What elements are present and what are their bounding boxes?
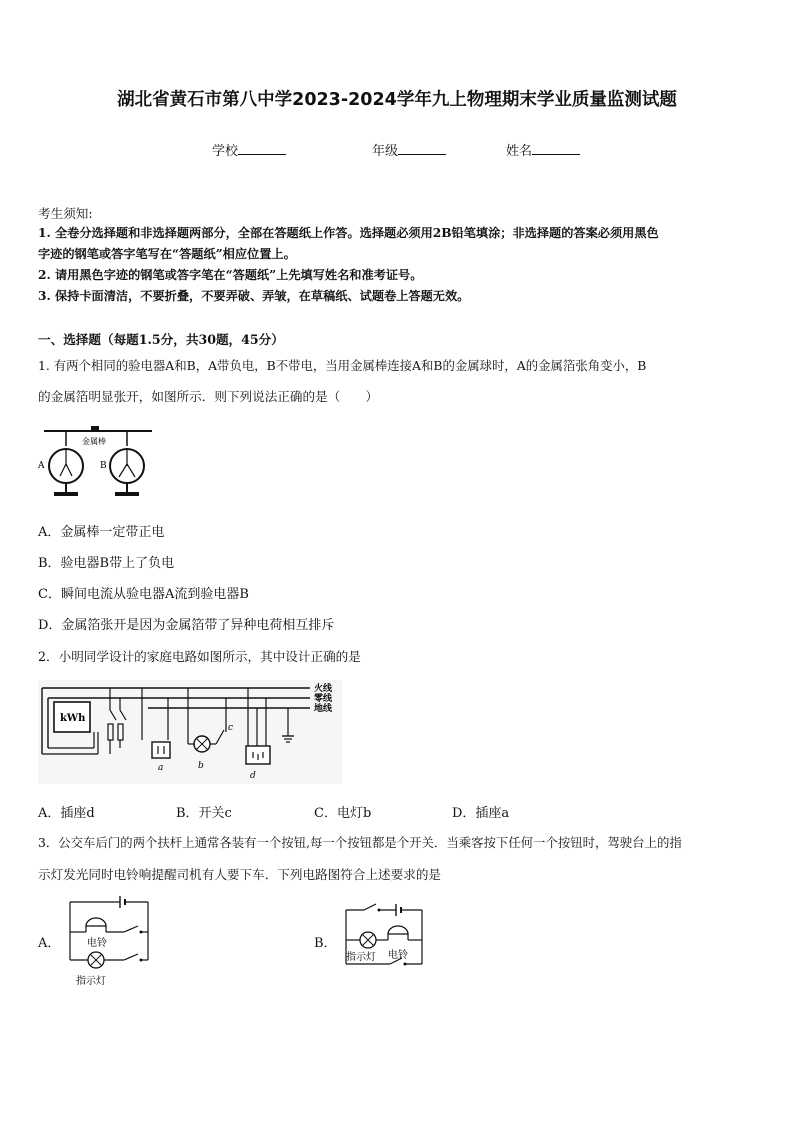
q2-option-c[interactable]: C．电灯b (314, 806, 372, 821)
name-field[interactable] (506, 140, 580, 159)
bell-icon (388, 926, 408, 934)
lamp-label: 指示灯 (346, 952, 376, 963)
q2-option-b[interactable]: B．开关c (176, 806, 232, 821)
notice-item-1-line-1: 1. 全卷分选择题和非选择题两部分，全部在答题纸上作答。选择题必须用2B铅笔填涂；非选择题的答案必须用黑色 (38, 226, 659, 240)
rod-label: 金属棒 (82, 437, 106, 446)
grade-field[interactable] (372, 140, 446, 159)
neutral-label: 零线 (314, 694, 333, 704)
label-c: c (228, 723, 234, 733)
q2-option-d[interactable]: D．插座a (452, 806, 510, 821)
q1-option-a[interactable]: A．金属棒一定带正电 (38, 525, 165, 540)
section-title: 一、选择题（每题1.5分，共30题，45分） (38, 332, 284, 347)
q3-option-b-circuit (342, 900, 428, 970)
switch-2 (124, 954, 138, 960)
grade-label: 年级 (372, 144, 399, 159)
switch-1 (124, 926, 138, 932)
live-label: 火线 (314, 684, 333, 694)
bell-icon (86, 918, 106, 926)
meter-label: kWh (60, 713, 86, 724)
q2-option-a[interactable]: A．插座d (38, 806, 95, 821)
label-a: A (38, 461, 45, 471)
household-circuit-figure (38, 680, 342, 784)
q1-option-d[interactable]: D．金属箔张开是因为金属箔带了异种电荷相互排斥 (38, 618, 335, 633)
notice-item-2: 2. 请用黑色字迹的钢笔或答字笔在“答题纸”上先填写姓名和准考证号。 (38, 268, 423, 282)
q3-option-a-letter[interactable]: A． (38, 936, 61, 951)
label-b: b (198, 761, 204, 771)
lamp-label: 指示灯 (76, 976, 106, 987)
school-blank[interactable] (238, 142, 286, 155)
notice-item-3: 3. 保持卡面清洁，不要折叠，不要弄破、弄皱，在草稿纸、试题卷上答题无效。 (38, 289, 470, 303)
rod-handle (91, 426, 99, 431)
q2-stem: 2．小明同学设计的家庭电路如图所示，其中设计正确的是 (38, 649, 361, 664)
q1-option-b[interactable]: B．验电器B带上了负电 (38, 556, 175, 571)
socket-a (152, 742, 170, 758)
q3-option-a-circuit (62, 892, 156, 988)
q3-option-b-letter[interactable]: B． (314, 936, 337, 951)
school-field[interactable] (212, 140, 286, 159)
label-a: a (158, 763, 164, 773)
school-label: 学校 (212, 144, 239, 159)
label-d: d (250, 771, 256, 781)
q1-stem-line-1: 1. 有两个相同的验电器A和B，A带负电，B不带电，当用金属棒连接A和B的金属球时，A的金属箔张角变小，B (38, 358, 647, 373)
bell-label: 电铃 (388, 950, 408, 961)
q3-stem-line-2: 示灯发光同时电铃响提醒司机有人要下车．下列电路图符合上述要求的是 (38, 867, 441, 882)
q1-option-c[interactable]: C．瞬间电流从验电器A流到验电器B (38, 587, 249, 602)
bell-label: 电铃 (87, 938, 107, 949)
electroscope-figure (38, 420, 158, 504)
name-blank[interactable] (532, 142, 580, 155)
q3-stem-line-1: 3．公交车后门的两个扶杆上通常各装有一个按钮,每一个按钮都是个开关．当乘客按下任何一个按钮时，驾驶台上的指 (38, 835, 682, 850)
ground-label: 地线 (314, 704, 333, 714)
page-title: 湖北省黄石市第八中学2023-2024学年九上物理期末学业质量监测试题 (117, 90, 677, 110)
q1-stem-line-2: 的金属箔明显张开，如图所示．则下列说法正确的是（ ） (38, 389, 379, 404)
notice-item-1-line-2: 字迹的钢笔或答字笔写在“答题纸”相应位置上。 (38, 247, 296, 261)
switch-1 (364, 904, 376, 910)
name-label: 姓名 (506, 144, 533, 159)
label-b: B (100, 461, 107, 471)
grade-blank[interactable] (398, 142, 446, 155)
notice-heading: 考生须知: (38, 206, 93, 221)
